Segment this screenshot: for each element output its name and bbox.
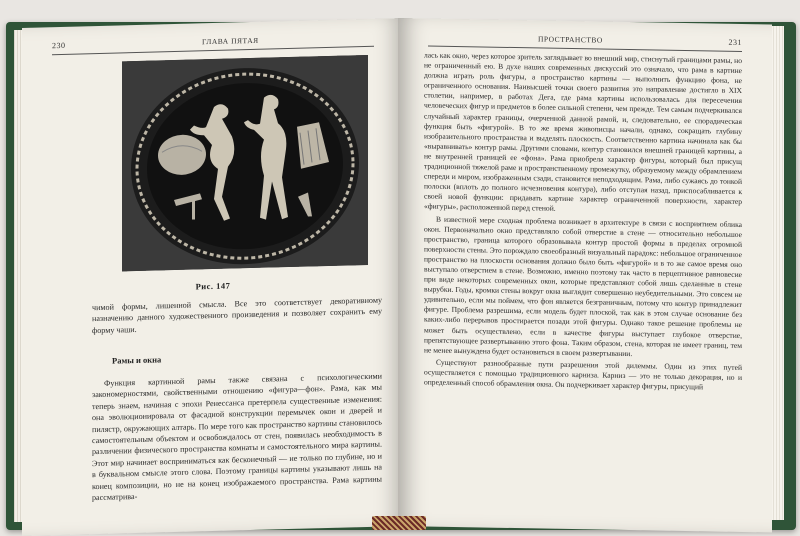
left-page-number: 230	[52, 40, 66, 51]
paragraph: Функция картинной рамы также связана с психологическими закономерностями, свойственными отношению «фигура—фон». Рама, как мы теперь знаем, начиная с эпохи Ренессанса претерпела существенные изменения: она эволюционировала от фасадной конструкции перемычек окон и дверей и пилястр, окружающих алтарь. По мере того как пространство картины становилось самостоятельным объектом и освобождалось от стен, появилась необходимость в различении физического пространства комнаты и самостоятельного мира картины. Этот мир начинает восприниматься как бесконечный — не только по глубине, но и в буквальном смысле этого слова. Поэтому границы картины указывают лишь на конец композиции, но не на конец изображаемого пространства. Рама картины рассматрива-	[92, 371, 382, 503]
paragraph: чимой формы, лишенной смысла. Все это соответствует декоративному назначению данного художественного произведения и позволяет сохранить ему форму чаши.	[92, 295, 382, 335]
figure-caption: Рис. 147	[195, 280, 231, 292]
section-title: Рамы и окна	[112, 354, 162, 366]
left-paragraph-after-figure	[92, 295, 382, 339]
bookmark-ribbon	[372, 516, 426, 530]
right-body-text	[424, 50, 742, 395]
greek-kylix-illustration	[122, 55, 368, 271]
right-page	[398, 18, 772, 533]
right-page-number: 231	[728, 37, 742, 48]
paragraph: Существуют разнообразные пути разрешения этой дилеммы. Один из этих путей осуществляется с помощью традиционного карниза. Карниз — это не только декорация, но и определенный способ обрамления окна. Он подчеркивает характер фигуры, присущий	[424, 357, 742, 392]
right-page-edges	[770, 26, 784, 520]
paragraph: лась как окно, через которое зритель заглядывает во внешний мир, стиснутый границами рамы, но не ограниченный ею. В духе наших современных дискуссий это означало, что рама в картине должна играть роль фигуры, а пространство картины — выполнить функцию фона, не ограниченного основания. Наивысшей точки своего развития это направление достигло в XIX столетии, например, в работах Дега, где рама картины использовалась для пересечения человеческих фигур и предметов в более сильной степени, чем прежде. Тем самым подчеркивался случайный характер границы, очерченной данной рамой, и, следовательно, ее спорадическая функция быть «фигурой». В то же время живописцы начали, однако, сокращать глубину изобразительного пространства и выделять плоскость. Соответственно картина начинала как бы «выравнивать» контур рамы. Другими словами, контур становился внешней границей картины, а не внутренней границей ее «фона». Рама приобрела характер фигуры, который был присущ традиционной тяжелой раме и пространственному промежутку, образуемому между обрамлением спереди и миром, изображенным сзади, становится неподходящим. Рама, либо сужаясь до тонкой полоски (вплоть до полного исчезновения контура), либо отступая назад, приспосабливается к своей новой функции: придавать картине характер ограниченной поверхности, характер «фигуры», расположенной перед стеной.	[424, 50, 742, 214]
left-page	[22, 18, 404, 536]
figure-147-plate	[122, 55, 368, 271]
left-running-head: ГЛАВА ПЯТАЯ	[202, 35, 259, 47]
paragraph: В известной мере сходная проблема возникает в архитектуре в связи с восприятием облика окон. Первоначально окно представляло собой отверстие в стене — относительно небольшое пространство, граница которого образовывала контур простой формы в пределах огромной поверхности стены. Это порождало своеобразный визуальный парадокс: небольшое ограниченное пространство на плоскости основания должно было быть «фигурой» и в то же самое время оно выступало отверстием в стене. Возможно, именно поэтому так часто в перцептивное равновесие при виде некоторых современных окон, которые представляют собой лишь сделанные в стене вырубки. Годы, кромки стены вокруг окна выглядит совершенно неубедительными. Это совсем не удивительно, если мы поймем, что фон является безграничным, потому что контур принадлежит фигуре. Проблема разрешима, если модель будет плоской, так как в этом случае основание без каких-либо перерывов простирается позади этой фигуры. Однако такое решение проблемы не может быть осуществлено, если в качестве фигуры выступает глубокое отверстие, препятствующее развертыванию этого фона. Таким образом, стена, которая не имеет границ, тем не менее вынуждена будет остановиться в своем развертывании.	[424, 214, 742, 358]
right-running-head: ПРОСТРАНСТВО	[538, 34, 603, 45]
left-body-text	[92, 371, 382, 506]
